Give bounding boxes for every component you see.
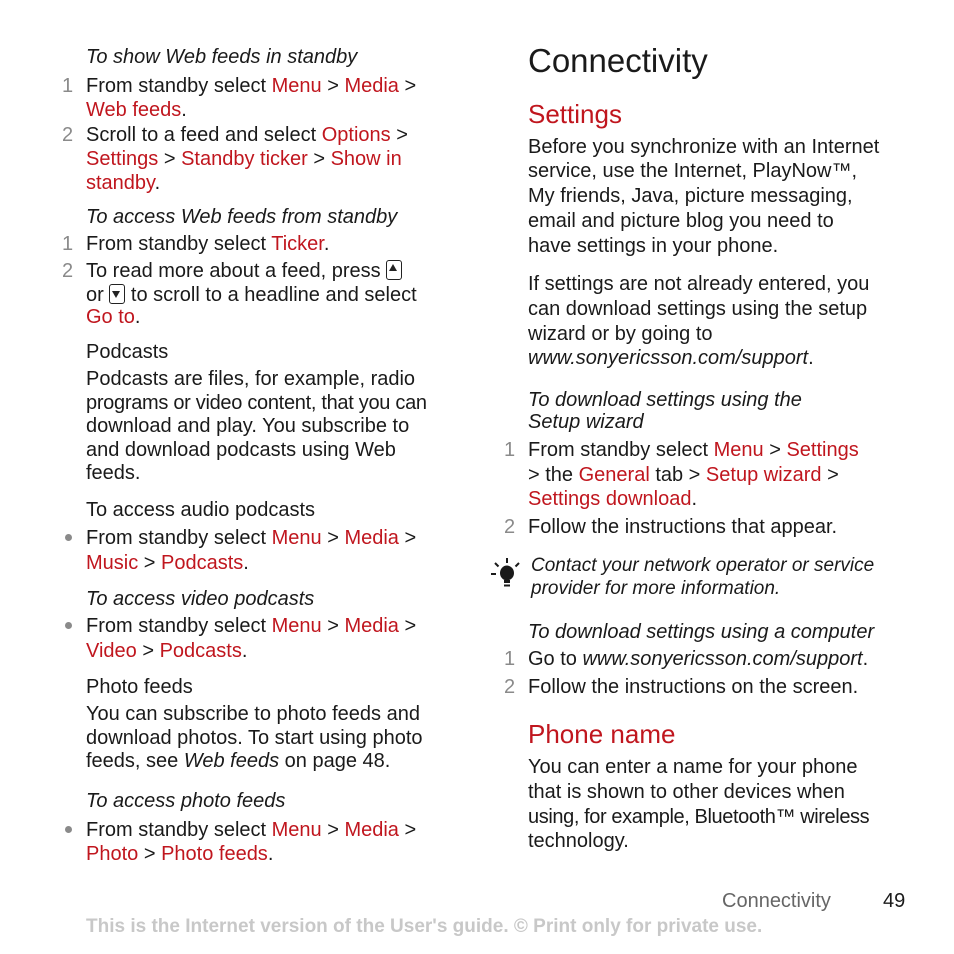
footer-section-name: Connectivity <box>722 890 831 912</box>
support-url: www.sonyericsson.com/support. <box>528 347 814 369</box>
body-text: You can subscribe to photo feeds and <box>86 703 420 725</box>
body-text: technology. <box>528 830 629 852</box>
tip-text: Contact your network operator or service <box>531 555 875 576</box>
step-text-cont: Web feeds. <box>86 99 187 121</box>
body-text: My friends, Java, picture messaging, <box>528 185 853 207</box>
body-text: feeds. <box>86 462 141 484</box>
body-text: download photos. To start using photo <box>86 727 423 749</box>
body-text: have settings in your phone. <box>528 235 779 257</box>
heading-phone-name: Phone name <box>528 719 676 749</box>
step-number: 2 <box>504 516 516 538</box>
step-text-cont: > the General tab > Setup wizard > <box>528 464 839 486</box>
body-text: that is shown to other devices when <box>528 781 845 803</box>
step-text: From standby select Menu > Settings <box>528 439 859 461</box>
step-text-cont: Photo > Photo feeds. <box>86 843 274 865</box>
step-number: 2 <box>504 676 516 698</box>
step-text: From standby select Menu > Media > <box>86 75 417 97</box>
heading-web-feeds-standby: To show Web feeds in standby <box>86 46 358 68</box>
step-number: 1 <box>504 439 516 461</box>
step-text: From standby select Menu > Media > <box>86 615 417 637</box>
step-text-cont: or to scroll to a headline and select <box>86 284 417 306</box>
step-number: 2 <box>62 260 74 282</box>
step-text-cont: Video > Podcasts. <box>86 640 248 662</box>
body-text: using, for example, Bluetooth™ wireless <box>528 806 870 828</box>
heading-settings: Settings <box>528 99 622 129</box>
step-text: From standby select Ticker. <box>86 233 330 255</box>
step-text: Follow the instructions on the screen. <box>528 676 859 698</box>
step-text: From standby select Menu > Media > <box>86 527 417 549</box>
step-text-cont: Settings download. <box>528 488 698 510</box>
bullet <box>65 622 72 629</box>
heading-access-web-feeds: To access Web feeds from standby <box>86 206 398 228</box>
body-text: programs or video content, that you can <box>86 392 427 414</box>
step-text: Follow the instructions that appear. <box>528 516 838 538</box>
body-text: Before you synchronize with an Internet <box>528 136 880 158</box>
step-text: From standby select Menu > Media > <box>86 819 417 841</box>
step-text-cont: Settings > Standby ticker > Show in <box>86 148 402 170</box>
body-text: Podcasts are files, for example, radio <box>86 368 416 390</box>
heading-computer: To download settings using a computer <box>528 621 875 643</box>
body-text: and download podcasts using Web <box>86 439 396 461</box>
step-text: Scroll to a feed and select Options > <box>86 124 408 146</box>
page-number: 49 <box>883 890 906 912</box>
heading-wizard-cont: Setup wizard <box>528 411 644 433</box>
step-number: 2 <box>62 124 74 146</box>
footer-disclaimer: This is the Internet version of the User's guide. © Print only for private use. <box>86 916 763 937</box>
heading-audio-podcasts: To access audio podcasts <box>86 499 316 521</box>
heading-photo-feeds: Photo feeds <box>86 676 193 698</box>
heading-podcasts: Podcasts <box>86 341 169 363</box>
step-number: 1 <box>62 75 74 97</box>
body-text: can download settings using the setup <box>528 298 868 320</box>
body-text: feeds, see Web feeds on page 48. <box>86 750 391 772</box>
step-text: To read more about a feed, press <box>86 259 402 283</box>
tip-text: provider for more information. <box>531 578 781 599</box>
body-text: You can enter a name for your phone <box>528 756 858 778</box>
body-text: wizard or by going to <box>528 323 713 345</box>
step-number: 1 <box>504 648 516 670</box>
body-text: download and play. You subscribe to <box>86 415 410 437</box>
page-title: Connectivity <box>528 42 708 79</box>
step-text-cont: Go to. <box>86 306 141 328</box>
bullet <box>65 826 72 833</box>
heading-access-photo-feeds: To access photo feeds <box>86 790 286 812</box>
bullet <box>65 534 72 541</box>
heading-video-podcasts: To access video podcasts <box>86 588 315 610</box>
step-text: Go to www.sonyericsson.com/support. <box>528 648 869 670</box>
tip-lightbulb-icon <box>490 556 524 592</box>
heading-wizard: To download settings using the <box>528 389 802 411</box>
step-text-cont: standby. <box>86 172 161 194</box>
navigation-down-key-icon <box>109 284 125 304</box>
body-text: If settings are not already entered, you <box>528 273 870 295</box>
step-text-cont: Music > Podcasts. <box>86 552 249 574</box>
navigation-up-key-icon <box>386 260 402 280</box>
body-text: service, use the Internet, PlayNow™, <box>528 160 858 182</box>
step-number: 1 <box>62 233 74 255</box>
body-text: email and picture blog you need to <box>528 210 834 232</box>
